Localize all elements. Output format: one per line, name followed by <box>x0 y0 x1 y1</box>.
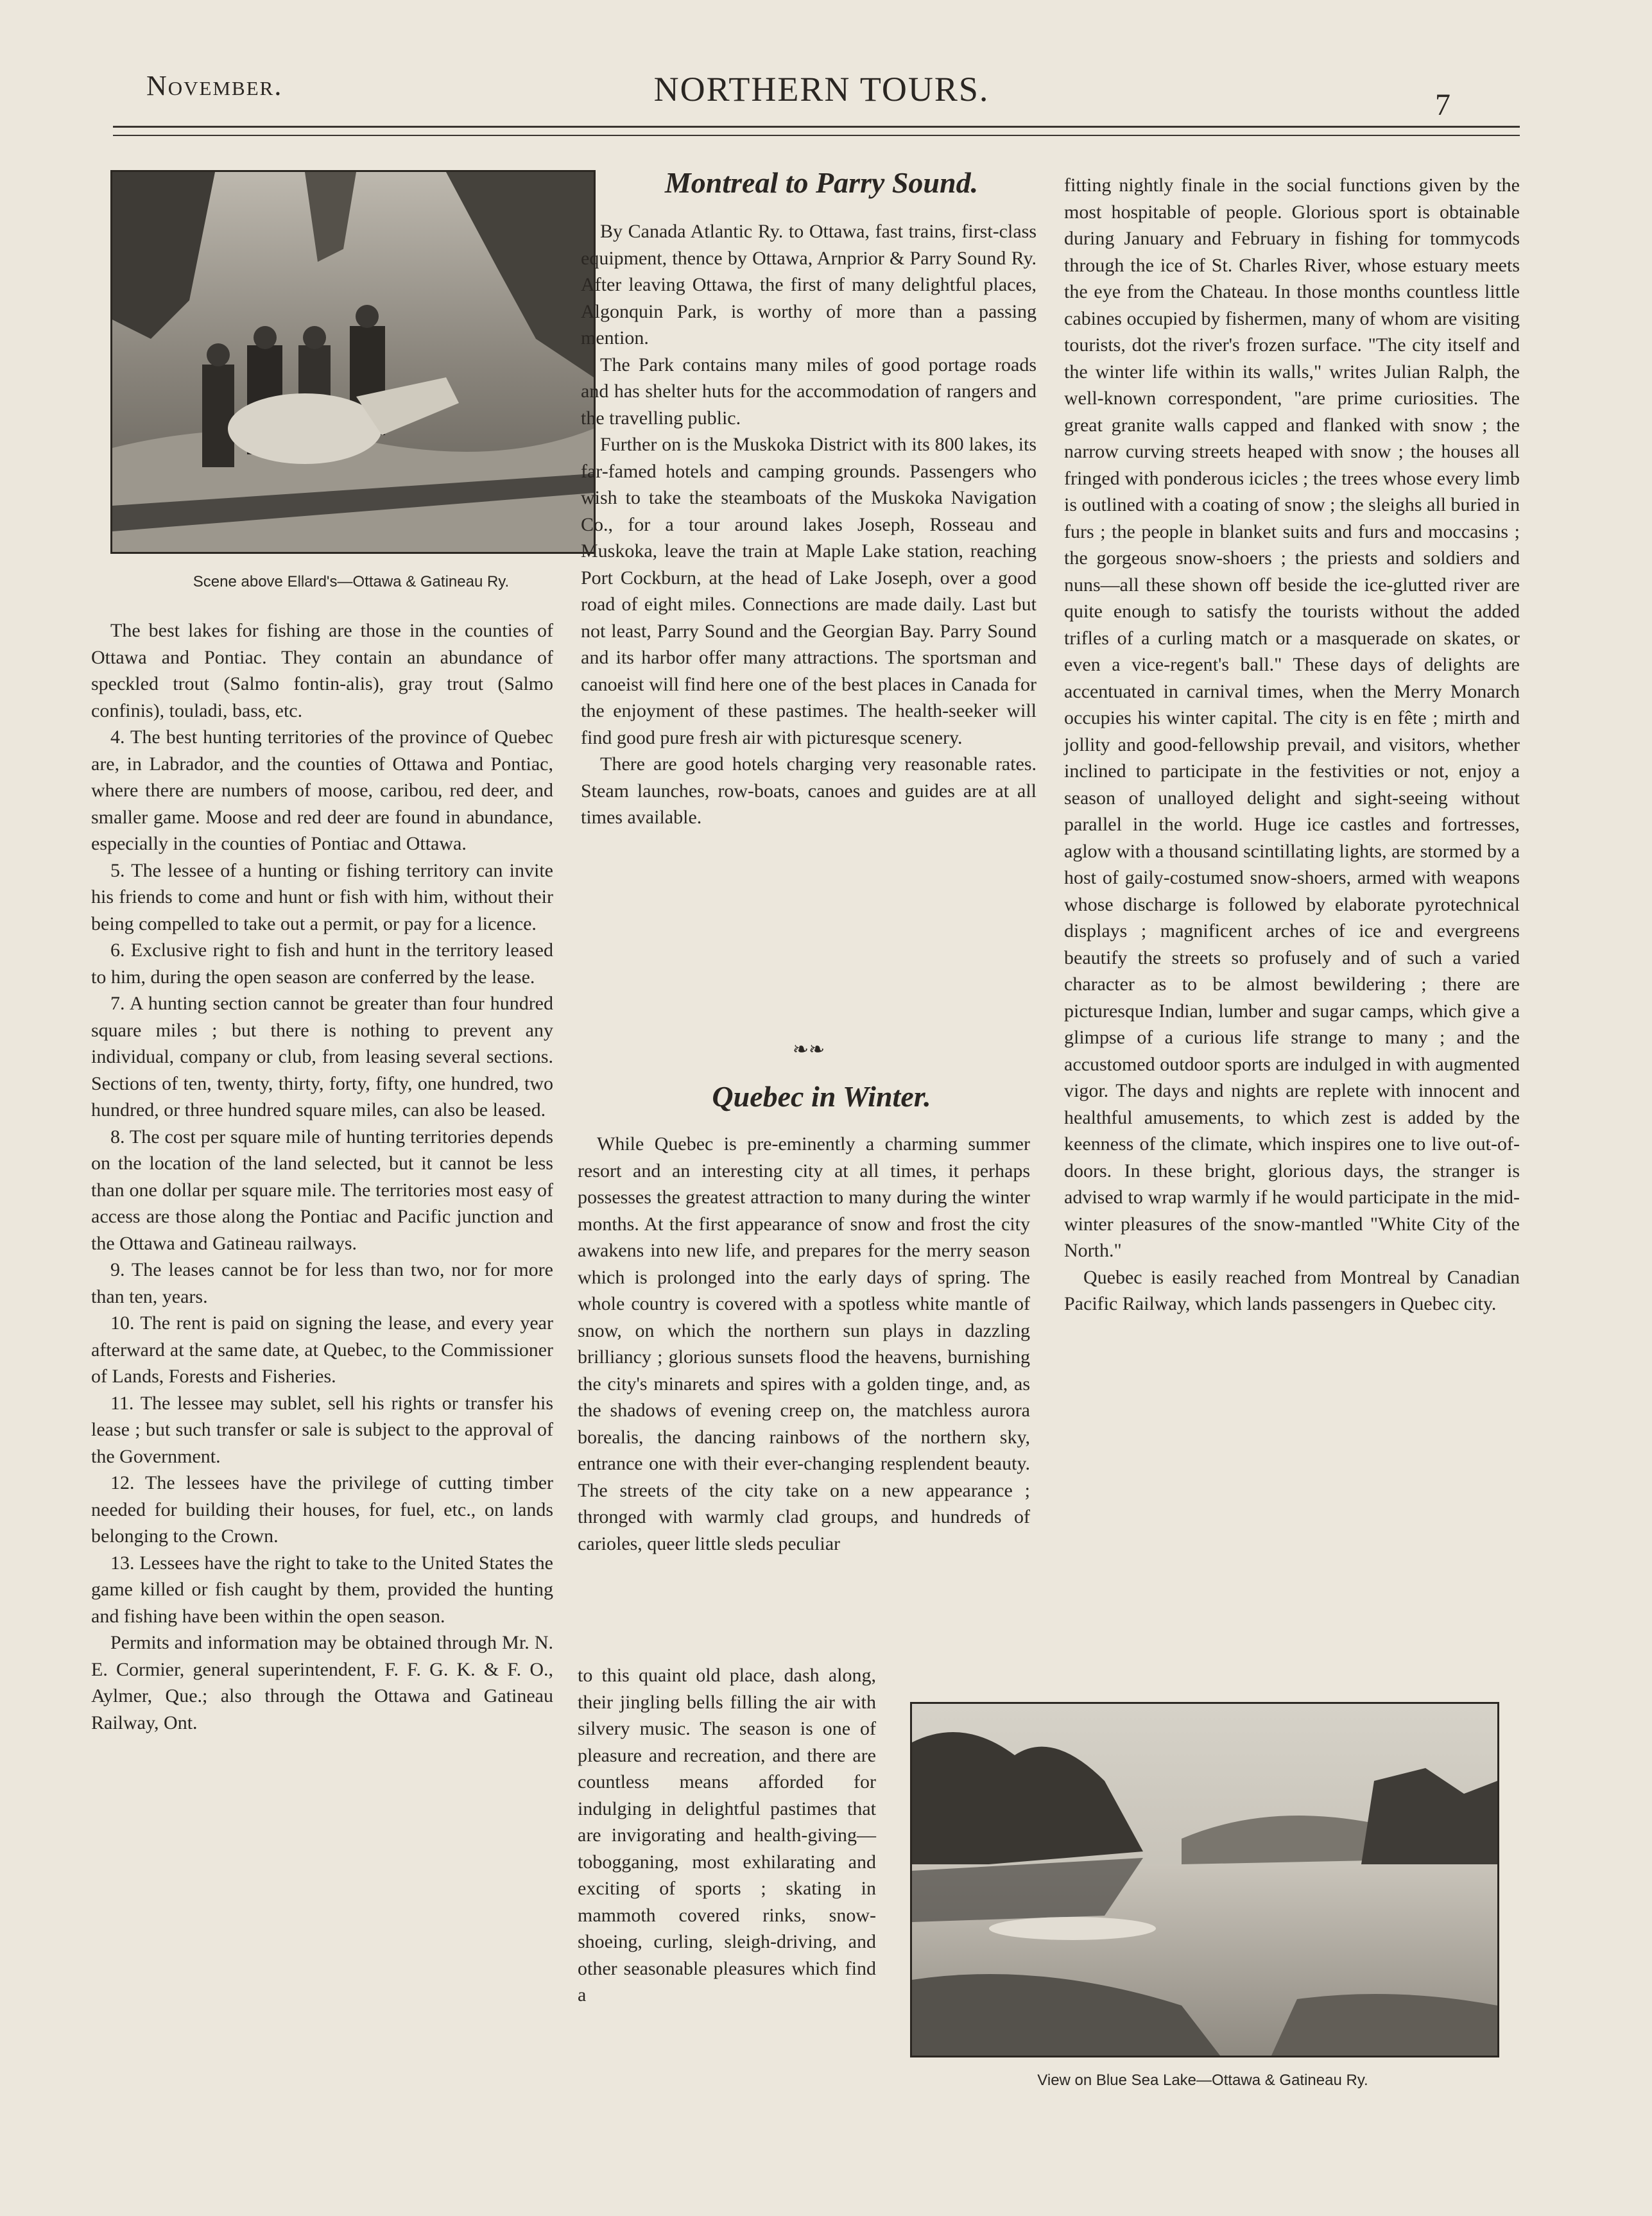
ornament-divider: ❧❧ <box>792 1039 825 1060</box>
col1-paragraph-9: 9. The leases cannot be for less than two, nor for more than ten, years. <box>91 1259 553 1307</box>
col2-paragraph-quebec: While Quebec is pre-eminently a charming summer resort and an interesting city at all times, it perhaps possesses the greatest attraction to many during the winter months. At the first appearance of snow and frost the city awakens into new life, and prepares for the merry season which is prolonged into the early days of spring. The whole country is covered with a spotless white mantle of snow, on which the northern sun plays in dazzling brilliancy ; glorious sunsets flood the heavens, burnishing the city's minarets and spires with a golden tinge, and, as the shadows of evening creep on, the matchless aurora borealis, the dancing rainbows of the northern sky, entrance one with their ever-changing resplendent beauty. The streets of the city take on a new appearance ; thronged with warmly clad groups, and hundreds of carioles, queer little sleds peculiar <box>578 1133 1030 1554</box>
header-rule-thin <box>113 135 1520 136</box>
photo-hunters-moose <box>110 170 596 554</box>
col2-paragraph-1: By Canada Atlantic Ry. to Ottawa, fast trains, first-class equipment, thence by Ottawa, Arnprior & Parry Sound Ry. After leaving Ottawa, the first of many delightful places, Algonquin Park, is worthy of more than a passing mention. <box>581 221 1037 348</box>
photo-top-caption: Scene above Ellard's—Ottawa & Gatineau Ry. <box>193 573 510 590</box>
col2-paragraph-4: There are good hotels charging very reasonable rates. Steam launches, row-boats, canoes and guides are at all times available. <box>581 753 1037 828</box>
header-title: NORTHERN TOURS. <box>653 70 990 108</box>
col3-paragraph-2: Quebec is easily reached from Montreal by Canadian Pacific Railway, which lands passengers in Quebec city. <box>1064 1266 1520 1314</box>
col1-paragraph-4: 4. The best hunting territories of the province of Quebec are, in Labrador, and the counties of Ottawa and Pontiac, where there are numbers of moose, caribou, red deer, and smaller game. Moose and red deer are found in abundance, especially in the counties of Pontiac and Ottawa. <box>91 726 553 854</box>
column-2-quebec <box>578 1131 1030 1557</box>
col1-paragraph-6: 6. Exclusive right to fish and hunt in the territory leased to him, during the open season are conferred by the lease. <box>91 940 553 988</box>
col1-paragraph-permits: Permits and information may be obtained through Mr. N. E. Cormier, general superintendent, F. F. G. K. & F. O., Aylmer, Que.; also through the Ottawa and Gatineau Railway, Ont. <box>91 1632 553 1733</box>
column-2-quebec-cont <box>578 1662 876 2009</box>
col1-paragraph-13: 13. Lessees have the right to take to the United States the game killed or fish caught by them, provided the hunting and fishing have been within the open season. <box>91 1552 553 1627</box>
col2-paragraph-2: The Park contains many miles of good portage roads and has shelter huts for the accommodation of rangers and the travelling public. <box>581 354 1037 429</box>
col1-paragraph-12: 12. The lessees have the privilege of cutting timber needed for building their houses, for fuel, etc., on lands belonging to the Crown. <box>91 1472 553 1547</box>
col1-paragraph-7: 7. A hunting section cannot be greater than four hundred square miles ; but there is nothing to prevent any individual, company or club, from leasing several sections. Sections of ten, twenty, thirty, forty, fifty, one hundred, two hundred, or three hundred square miles, can also be leased. <box>91 993 553 1121</box>
col1-paragraph-5: 5. The lessee of a hunting or fishing territory can invite his friends to come and hunt or fish with him, without their being compelled to take out a permit, or pay for a licence. <box>91 859 553 934</box>
header-rule <box>113 126 1520 128</box>
col3-paragraph-1: fitting nightly finale in the social functions given by the most hospitable of people. Glorious sport is obtainable during January and February in fishing for tommycods through the ice of St. Charles River, whose estuary meets the eye from the Chateau. In those months countless little cabines occupied by fishermen, many of whom are visiting tourists, dot the river's frozen surface. "The city itself and the winter life within its walls," writes Julian Ralph, the well-known correspondent, "are prime curiosities. The great granite walls capped and flanked with snow ; the narrow curving streets heaped with snow ; the houses all fringed with ponderous icicles ; the trees whose every limb is outlined with a coating of snow ; the sleighs all buried in furs ; the people in blanket suits and furs and moccasins ; the gorgeous snow-shoers ; the priests and soldiers and nuns—all these shown off beside the ice-glutted river are quite enough to satisfy the tourists without the added trifles of a curling match or a masquerade on skates, or even a vice-regent's ball." These days of delights are accentuated in carnival times, when the Merry Monarch occupies his winter capital. The city is en fête ; mirth and jollity and good-fellowship prevail, and visitors, whether inclined to participate in the festivities or not, enjoy a season of unalloyed delight and sight-seeing without parallel in the world. Huge ice castles and fortresses, aglow with a thousand scintillating lights, are stormed by a host of gaily-costumed snow-shoers, armed with weapons whose discharge is followed by elaborate pyrotechnical displays ; magnificent arches of ice and evergreens beautify the streets so profusely and of such a varied character as to be almost bewildering ; there are picturesque Indian, lumber and sugar camps, which give a glimpse of a curious life strange to many ; and the accustomed outdoor sports are indulged in with augmented vigor. The days and nights are replete with innocent and healthful amusements, to which zest is added by the keenness of the climate, which inspires one to live out-of-doors. In these bright, glorious days, the stranger is advised to wrap warmly if he would participate in the mid-winter pleasures of the snow-mantled "White City of the North." <box>1064 175 1520 1261</box>
header-month: November. <box>146 70 283 101</box>
photo-blue-sea-lake-illustration <box>912 1704 1497 2056</box>
page-number: 7 <box>1435 88 1450 122</box>
col1-paragraph-lakes: The best lakes for fishing are those in the counties of Ottawa and Pontiac. They contain an abundance of speckled trout (Salmo fontin-alis), gray trout (Salmo confinis), touladi, bass, etc. <box>91 620 553 721</box>
col1-paragraph-8: 8. The cost per square mile of hunting territories depends on the location of the land selected, but it cannot be less than one dollar per square mile. The territories most easy of access are those along the Pontiac and Pacific junction and the Ottawa and Gatineau railways. <box>91 1126 553 1254</box>
column-3 <box>1064 172 1520 1318</box>
column-1 <box>91 617 553 1736</box>
heading-quebec-in-winter: Quebec in Winter. <box>712 1080 931 1113</box>
photo-bottom-caption: View on Blue Sea Lake—Ottawa & Gatineau Ry. <box>1037 2072 1368 2089</box>
photo-blue-sea-lake <box>910 1702 1499 2057</box>
col2-paragraph-3: Further on is the Muskoka District with its 800 lakes, its far-famed hotels and camping grounds. Passengers who wish to take the steamboats of the Muskoka Navigation Co., for a tour around lakes Joseph, Rosseau and Muskoka, leave the train at Maple Lake station, reaching Port Cockburn, at the head of Lake Joseph, over a good road of eight miles. Connections are made daily. Last but not least, Parry Sound and the Georgian Bay. Parry Sound and its harbor offer many attractions. The sportsman and canoeist will find here one of the best places in Canada for the enjoyment of these pastimes. The health-seeker will find good pure fresh air with picturesque scenery. <box>581 434 1037 748</box>
column-2-top <box>581 218 1037 831</box>
heading-montreal-parry-sound: Montreal to Parry Sound. <box>664 166 979 199</box>
col1-paragraph-10: 10. The rent is paid on signing the lease, and every year afterward at the same date, at Quebec, to the Commissioner of Lands, Forests and Fisheries. <box>91 1312 553 1387</box>
col1-paragraph-11: 11. The lessee may sublet, sell his rights or transfer his lease ; but such transfer or sale is subject to the approval of the Government. <box>91 1392 553 1467</box>
col2-paragraph-quebec-cont: to this quaint old place, dash along, their jingling bells filling the air with silvery music. The season is one of pleasure and recreation, and there are countless means afforded for indulging in delightful pastimes that are invigorating and health-giving—tobogganing, most exhilarating and exciting of sports ; skating in mammoth covered rinks, snow-shoeing, curling, sleigh-driving, and other seasonable pleasures which find a <box>578 1665 876 2006</box>
photo-hunters-moose-illustration <box>112 172 594 552</box>
